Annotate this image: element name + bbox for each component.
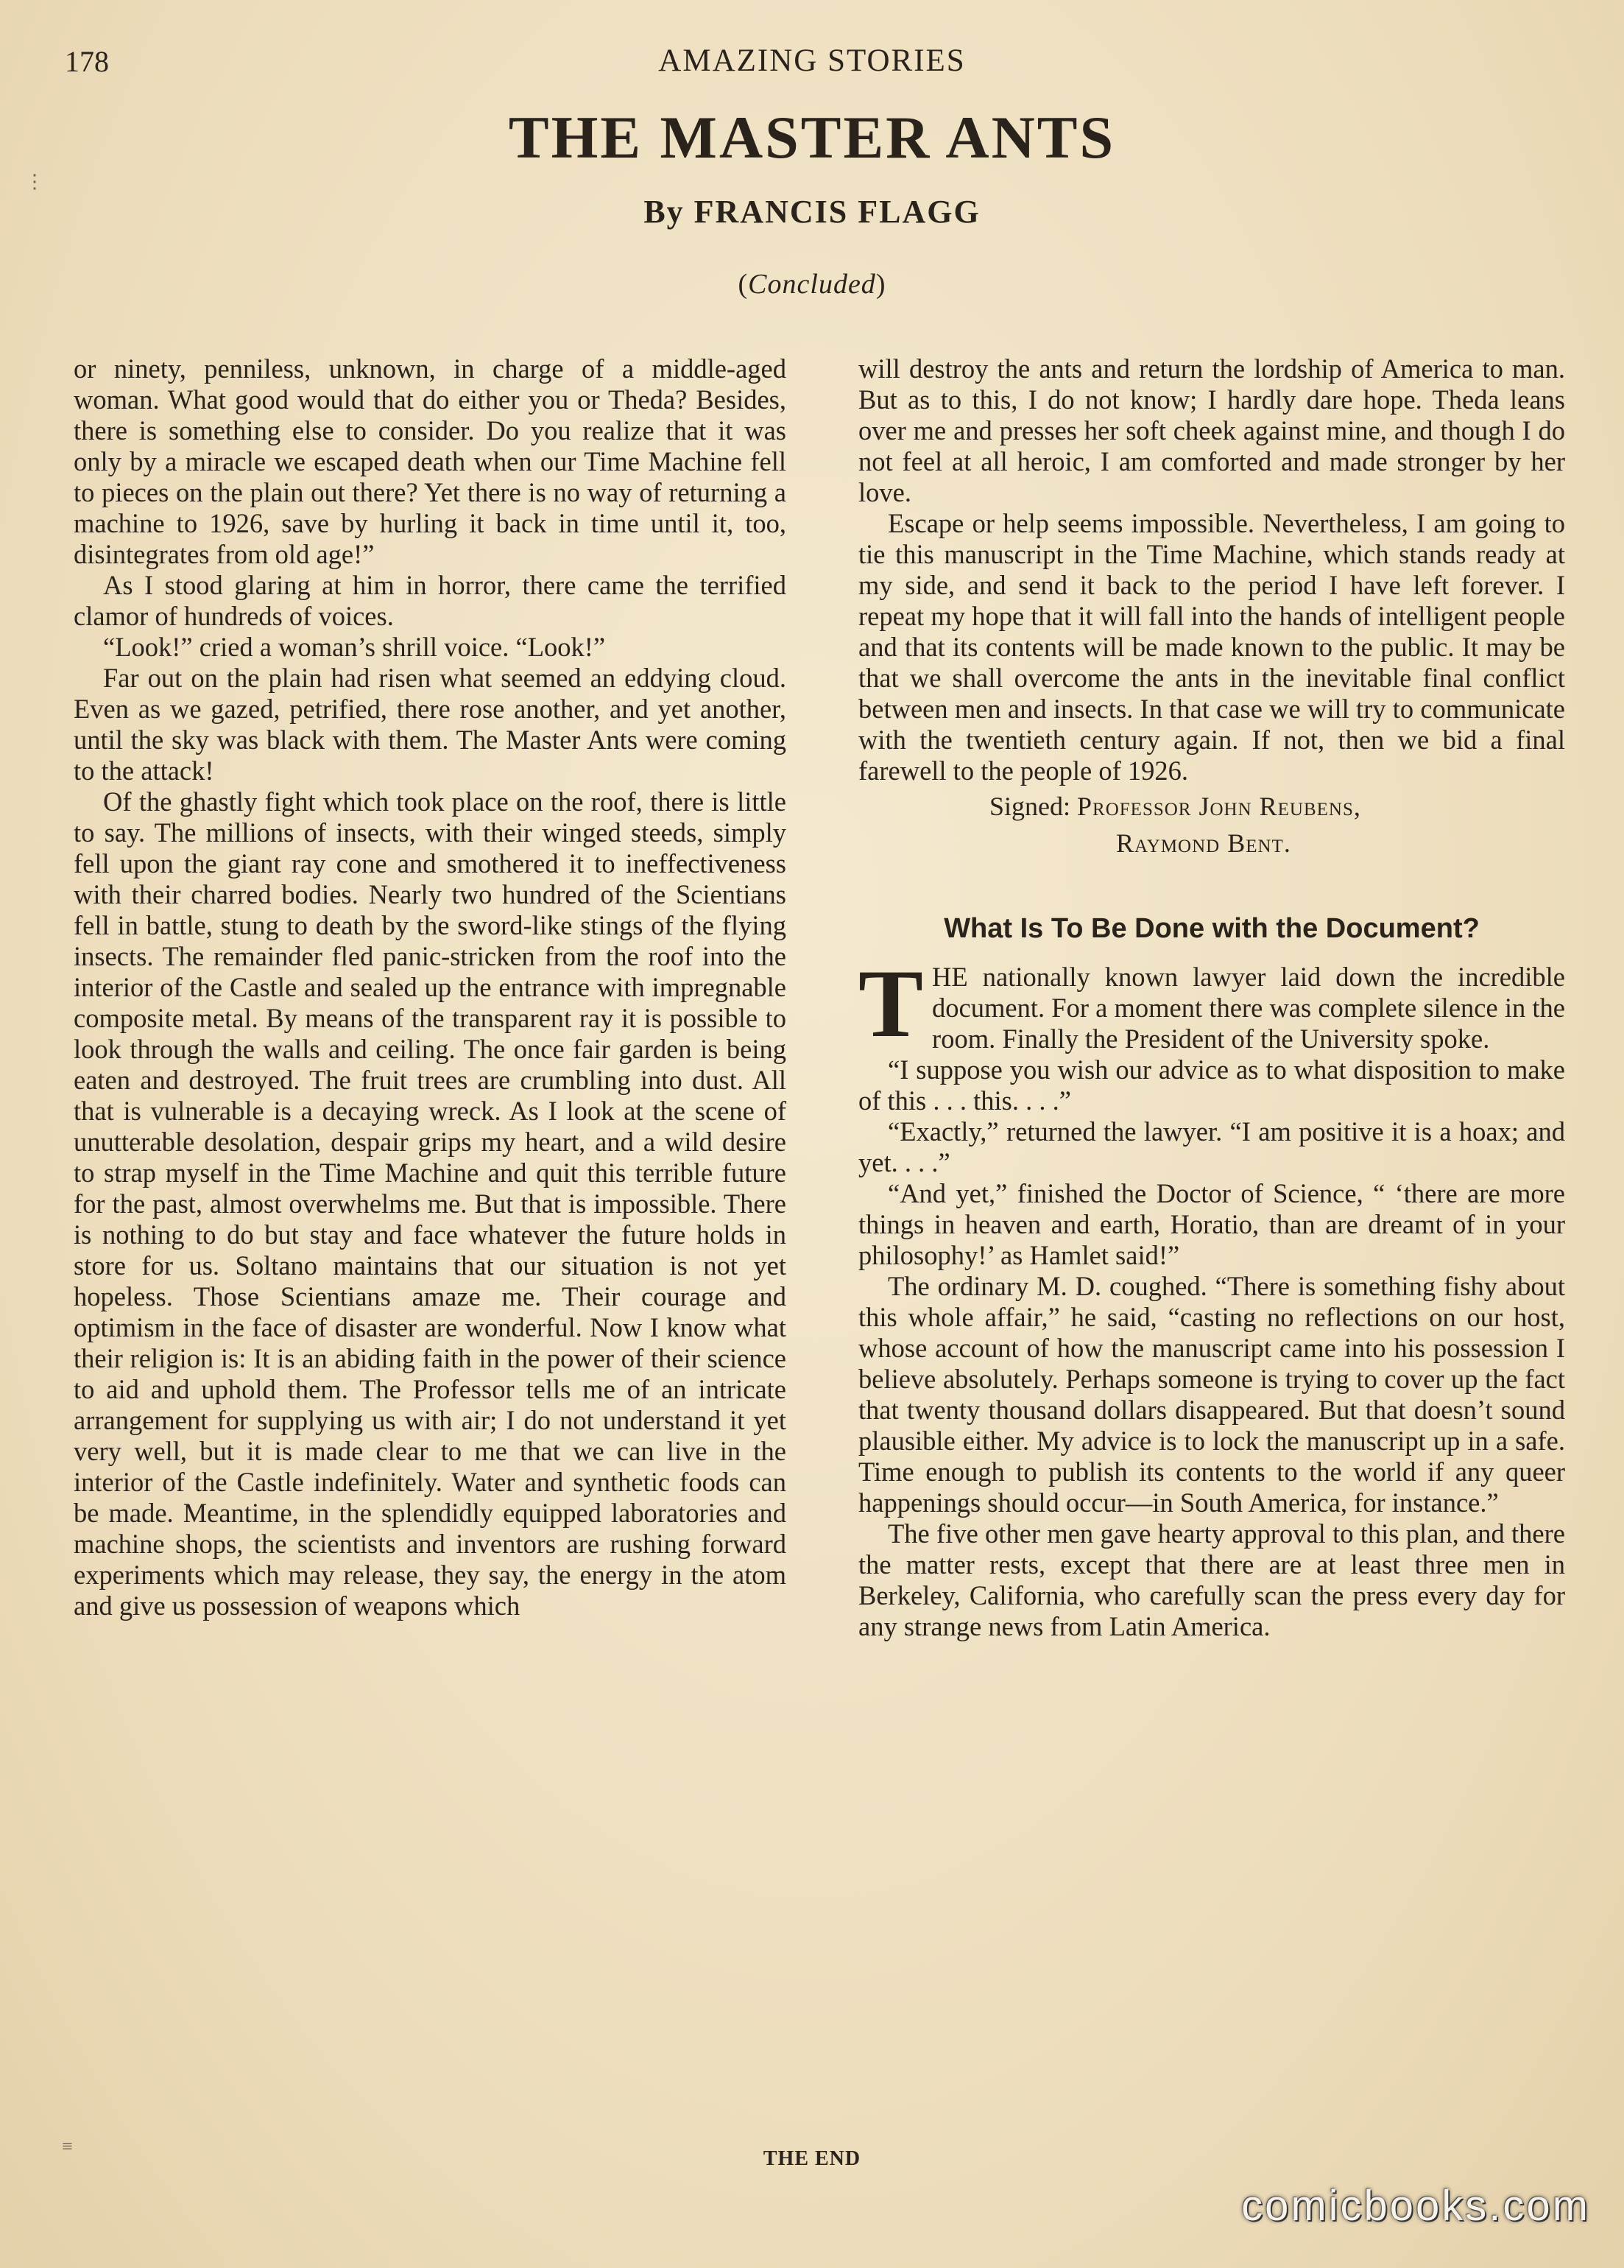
margin-mark: ⋮ <box>25 171 44 192</box>
paragraph: Far out on the plain had risen what seemed an eddying cloud. Even as we gazed, petrified, there rose another, and yet another, until the sky was black with them. The Master Ants were coming to the attack! <box>74 663 786 786</box>
paragraph: Of the ghastly fight which took place on the roof, there is little to say. The millions of insects, with their winged steeds, simply fell upon the giant ray cone and smothered it to ineffectiveness with their charred bodies. Nearly two hundred of the Scientians fell in battle, stung to death by the sword-like stings of the flying insects. The remainder fled panic-stricken from the roof into the interior of the Castle and sealed up the entrance with impregnable composite metal. By means of the transparent ray it is possible to look through the walls and ceiling. The once fair garden is being eaten and destroyed. The fruit trees are crumbling into dust. All that is vulnerable is a decaying wreck. As I look at the scene of unutterable desolation, despair grips my heart, and a wild desire to strap myself in the Time Machine and quit this terrible future for the past, almost overwhelms me. But that is impossible. There is nothing to do but stay and face whatever the future holds in store for us. Soltano maintains that our situation is not yet hopeless. Those Scientians amaze me. Their courage and optimism in the face of disaster are wonderful. Now I know what their religion is: It is an abiding faith in the power of their science to aid and uphold them. The Professor tells me of an intricate arrangement for supplying us with air; I do not understand it yet very well, but it is made clear to me that we can live in the interior of the Castle indefinitely. Water and synthetic foods can be made. Meantime, in the splendidly equipped laboratories and machine shops, the scientists and inventors are rushing forward experiments which may release, they say, the energy in the atom and give us possession of weapons which <box>74 786 786 1621</box>
left-column <box>74 353 786 1621</box>
right-column <box>858 353 1565 1642</box>
story-byline: By FRANCIS FLAGG <box>643 194 981 230</box>
paragraph: The ordinary M. D. coughed. “There is something fishy about this whole affair,” he said, “casting no reflections on our host, whose account of how the manuscript came into his possession I believe absolutely. Perhaps someone is trying to cover up the fact that twenty thousand dollars disappeared. But that doesn’t sound plausible either. My advice is to lock the manuscript up in a safe. Time enough to publish its contents to the world if any queer happenings should occur—in South America, for instance.” <box>858 1271 1565 1518</box>
margin-mark: ≡ <box>62 2135 73 2157</box>
concluded-note: (Concluded) <box>738 269 886 300</box>
concluded-label: Concluded <box>748 269 876 300</box>
signed-label: Signed: <box>989 792 1071 821</box>
section-heading: What Is To Be Done with the Document? <box>944 913 1480 944</box>
paragraph: “Exactly,” returned the lawyer. “I am positive it is a hoax; and yet. . . .” <box>858 1116 1565 1177</box>
paragraph: will destroy the ants and return the lordship of America to man. But as to this, I do not know; I hardly dare hope. Theda leans over me and presses her soft cheek against mine, and though I do not feel at all heroic, I am comforted and made stronger by her love. <box>858 353 1565 507</box>
signer-name: Professor John Reubens, <box>1077 792 1361 821</box>
site-watermark: comicbooks.com <box>1241 2182 1590 2230</box>
signer-name: Raymond Bent. <box>1116 828 1291 858</box>
paragraph: As I stood glaring at him in horror, there came the terrified clamor of hundreds of voices. <box>74 570 786 631</box>
story-title: THE MASTER ANTS <box>508 104 1116 171</box>
paragraph: or ninety, penniless, unknown, in charge of a middle-aged woman. What good would that do either you or Theda? Besides, there is something else to consider. Do you realize that it was only by a miracle we escaped death when our Time Machine fell to pieces on the plain out there? Yet there is no way of returning a machine to 1926, save by hurling it back in time until it, too, disintegrates from old age!” <box>74 353 786 569</box>
paragraph: Escape or help seems impossible. Nevertheless, I am going to tie this manuscript in the Time Machine, which stands ready at my side, and send it back to the period I have left forever. I repeat my hope that it will fall into the hands of intelligent people and that its contents will be made known to the public. It may be that we shall overcome the ants in the inevitable final conflict between men and insects. In that case we will try to communicate with the twentieth century again. If not, then we bid a final farewell to the people of 1926. <box>858 508 1565 786</box>
paragraph: “I suppose you wish our advice as to what disposition to make of this . . . this. . . .” <box>858 1054 1565 1116</box>
paragraph: The five other men gave hearty approval to this plan, and there the matter rests, except that there are at least three men in Berkeley, California, who carefully scan the press every day for any strange news from Latin America. <box>858 1518 1565 1641</box>
signature-block <box>858 788 1565 862</box>
the-end-label: THE END <box>763 2147 861 2170</box>
page-number: 178 <box>65 45 109 78</box>
paragraph-text: HE nationally known lawyer laid down the incredible document. For a moment there was complete silence in the room. Finally the President of the University spoke. <box>932 962 1565 1054</box>
magazine-running-head: AMAZING STORIES <box>658 43 966 78</box>
paragraph: “And yet,” finished the Doctor of Science, “ ‘there are more things in heaven and earth, Horatio, than are dreamt of in your philosophy!’ as Hamlet said!” <box>858 1178 1565 1270</box>
drop-cap: T <box>858 949 924 1057</box>
section-opening-paragraph <box>858 949 1565 1057</box>
paragraph: “Look!” cried a woman’s shrill voice. “Look!” <box>103 632 606 662</box>
